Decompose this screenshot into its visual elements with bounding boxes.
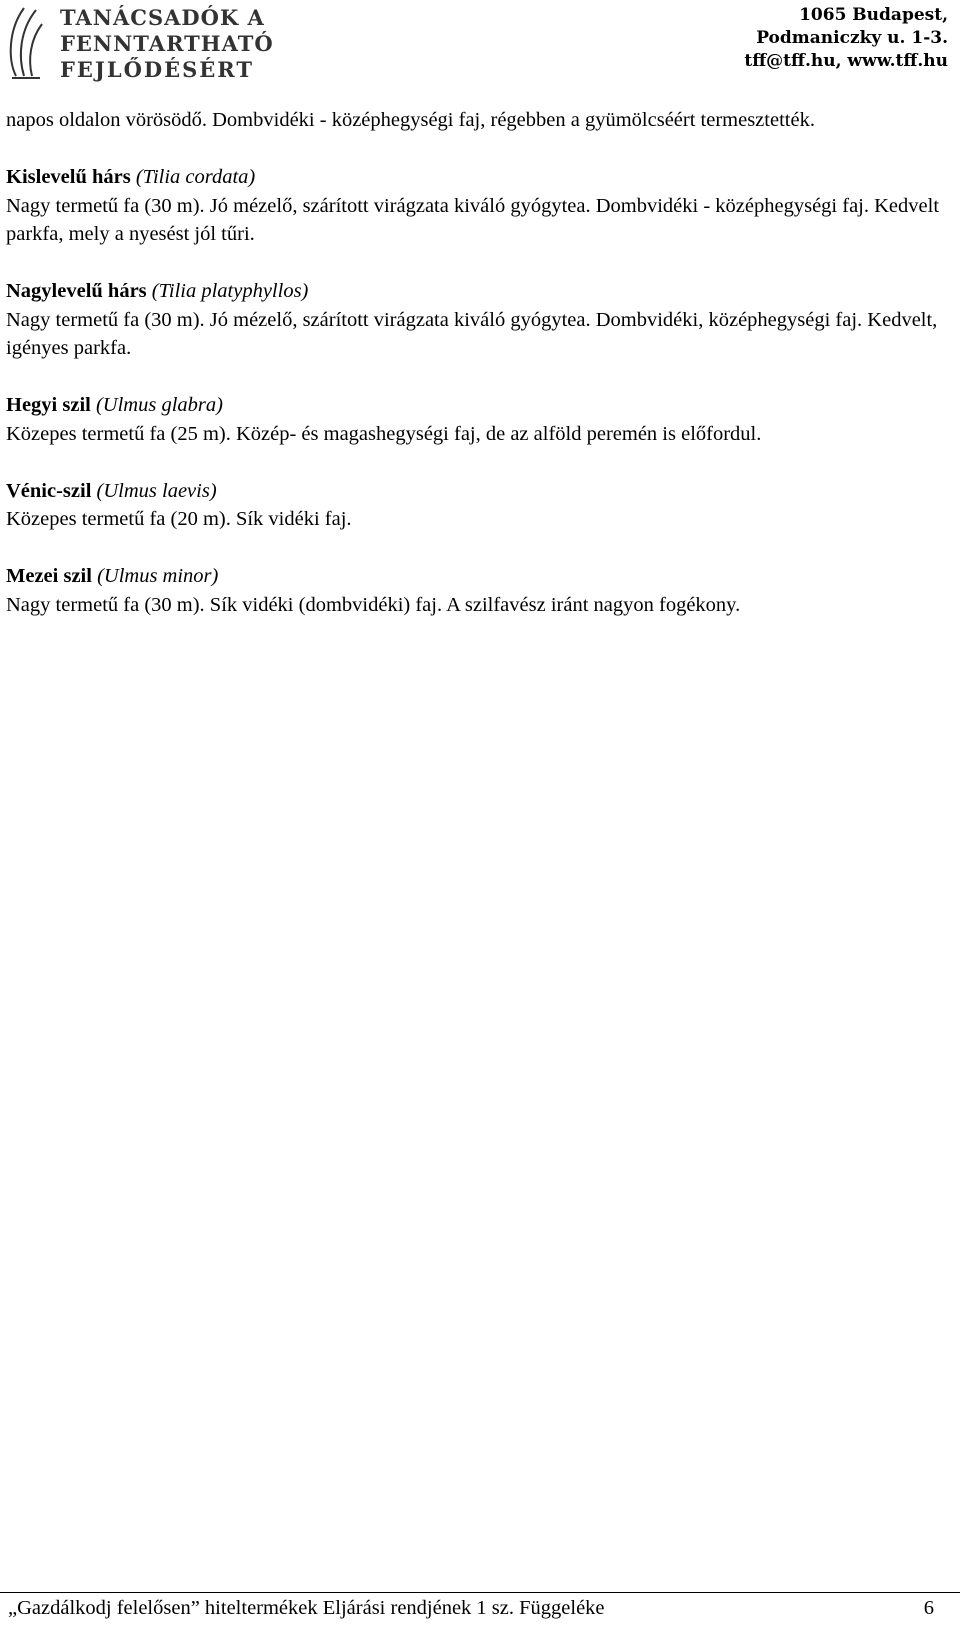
species-entry-ulmus-glabra (6, 391, 946, 448)
species-entry-ulmus-minor (6, 562, 946, 619)
species-title (6, 562, 946, 591)
species-title (6, 163, 946, 192)
intro-paragraph: napos oldalon vörösödő. Dombvidéki - középhegységi faj, régebben a gyümölcséért termesztették. (6, 109, 815, 131)
organization-logo (2, 0, 274, 84)
species-common-name: Mezei szil (6, 565, 92, 587)
species-title (6, 391, 946, 420)
address-city: 1065 Budapest, (799, 5, 948, 25)
species-common-name: Vénic-szil (6, 479, 92, 502)
species-description: Közepes termetű fa (25 m). Közép- és magashegységi faj, de az alföld peremén is előfordul. (6, 422, 762, 445)
logo-line-2: FENNTARTHATÓ (60, 31, 274, 56)
species-common-name: Kislevelű hárs (6, 166, 131, 188)
species-latin-name: (Ulmus laevis) (96, 479, 217, 502)
page-footer (0, 1592, 960, 1622)
species-description: Nagy termetű fa (30 m). Sík vidéki (dombvidéki) faj. A szilfavész iránt nagyon fogékony. (6, 593, 741, 616)
species-common-name: Hegyi szil (6, 394, 91, 416)
species-common-name: Nagylevelű hárs (6, 280, 147, 302)
species-title (6, 477, 946, 506)
logo-line-3: FEJLŐDÉSÉRT (60, 57, 255, 82)
page-header (0, 0, 960, 90)
address-contact: tff@tff.hu, www.tff.hu (744, 51, 948, 71)
species-entry-tilia-cordata (6, 163, 946, 249)
document-body (6, 106, 946, 648)
species-entry-ulmus-laevis (6, 477, 946, 534)
species-title (6, 277, 946, 306)
species-description: Nagy termetű fa (30 m). Jó mézelő, szárított virágzata kiváló gyógytea. Dombvidéki - középhegységi faj. Kedvelt parkfa, mely a nyesést jól tűri. (6, 194, 940, 245)
species-latin-name: (Tilia platyphyllos) (151, 280, 309, 302)
page-number: 6 (923, 1597, 934, 1619)
species-description: Közepes termetű fa (20 m). Sík vidéki faj. (6, 508, 352, 530)
logo-line-1: TANÁCSADÓK A (60, 5, 265, 30)
address-street: Podmaniczky u. 1-3. (756, 28, 948, 48)
species-entry-tilia-platyphyllos (6, 277, 946, 363)
species-description: Nagy termetű fa (30 m). Jó mézelő, szárított virágzata kiváló gyógytea. Dombvidéki, középhegységi faj. Kedvelt, igényes parkfa. (6, 308, 938, 359)
footer-title: „Gazdálkodj felelősen” hiteltermékek Eljárási rendjének 1 sz. Függeléke (8, 1597, 605, 1619)
address-block (744, 4, 948, 73)
species-latin-name: (Tilia cordata) (135, 166, 256, 188)
species-latin-name: (Ulmus minor) (97, 565, 219, 587)
species-latin-name: (Ulmus glabra) (95, 394, 223, 416)
